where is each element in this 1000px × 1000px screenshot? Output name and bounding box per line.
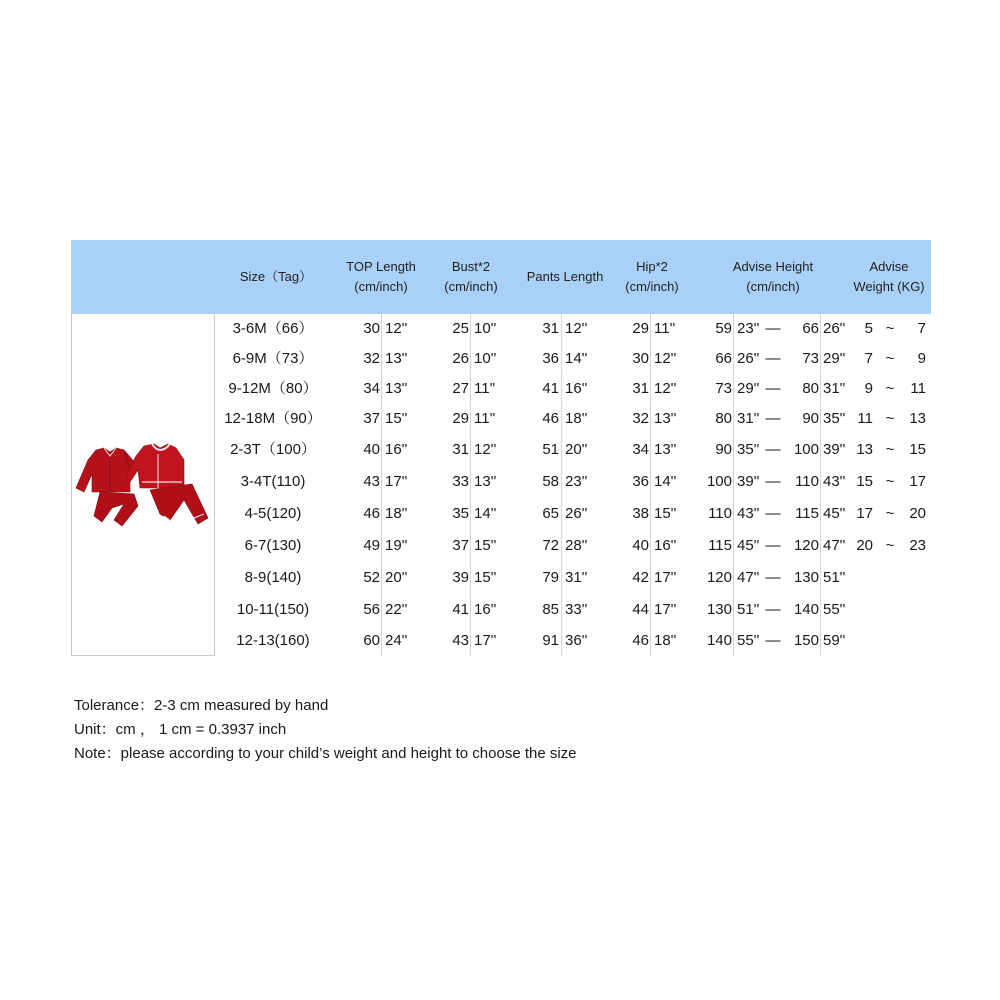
height-min-inch-cell: 35'' — [737, 441, 760, 458]
height-min-cm-cell: 59 — [715, 320, 732, 337]
hip-inch-cell: 16'' — [654, 537, 677, 554]
hip-inch-cell: 14'' — [654, 473, 677, 490]
pants-length-inch-cell: 14'' — [565, 350, 588, 367]
height-min-inch-cell: 55'' — [737, 632, 760, 649]
table-row — [0, 403, 1000, 435]
height-min-inch-cell: 39'' — [737, 473, 760, 490]
hip-inch-cell: 15'' — [654, 505, 677, 522]
height-min-inch-cell: 43'' — [737, 505, 760, 522]
weight-range-tilde: ~ — [885, 441, 895, 458]
hip-inch-cell: 12'' — [654, 350, 677, 367]
header-top-length-unit: (cm/inch) — [354, 279, 408, 294]
weight-range-tilde — [880, 625, 900, 657]
header-size-label: Size（Tag） — [239, 269, 313, 284]
top-length-cm-cell: 46 — [363, 505, 380, 522]
header-advise-weight — [849, 240, 929, 314]
bust-cm-cell: 35 — [452, 505, 469, 522]
weight-min-cell: 13 — [856, 441, 873, 458]
height-max-cm-cell: 90 — [802, 410, 819, 427]
weight-max-cell: 11 — [910, 380, 926, 397]
bust-inch-cell: 15'' — [474, 569, 497, 586]
hip-cm-cell: 42 — [632, 569, 649, 586]
hip-cm-cell: 34 — [632, 441, 649, 458]
weight-min-cell: 20 — [856, 537, 873, 554]
hip-inch-cell: 18'' — [654, 632, 677, 649]
height-min-cm-cell: 115 — [708, 537, 732, 554]
header-bust-unit: (cm/inch) — [444, 279, 498, 294]
hip-inch-cell: 17'' — [654, 569, 677, 586]
bust-inch-cell: 10'' — [474, 320, 497, 337]
height-range-dash: — — [765, 473, 781, 490]
weight-range-tilde: ~ — [885, 350, 895, 367]
top-length-cm-cell: 43 — [363, 473, 380, 490]
weight-max-cell: 20 — [909, 505, 926, 522]
table-row — [0, 343, 1000, 375]
size-cell: 6-9M（73） — [232, 350, 314, 367]
header-advise-height-unit: (cm/inch) — [746, 279, 800, 294]
size-cell: 10-11(150) — [236, 601, 310, 618]
top-length-inch-cell: 24'' — [385, 632, 408, 649]
header-advise-height — [711, 240, 835, 314]
header-advise-height-label: Advise Height — [732, 259, 814, 274]
weight-max-cell: 9 — [917, 350, 926, 367]
bust-inch-cell: 16'' — [474, 601, 497, 618]
height-max-cm-cell: 115 — [795, 505, 819, 522]
height-min-cm-cell: 80 — [715, 410, 732, 427]
weight-min-cell: 5 — [864, 320, 873, 337]
header-hip-unit: (cm/inch) — [625, 279, 679, 294]
height-min-cm-cell: 130 — [706, 601, 732, 618]
bust-cm-cell: 41 — [452, 601, 469, 618]
top-length-inch-cell: 13'' — [385, 380, 408, 397]
size-cell: 3-4T(110) — [240, 473, 306, 490]
height-max-inch-cell: 31'' — [823, 380, 846, 397]
bust-cm-cell: 33 — [452, 473, 469, 490]
bust-cm-cell: 43 — [452, 632, 469, 649]
height-range-dash: — — [765, 505, 781, 522]
size-cell: 12-18M（90） — [224, 410, 322, 427]
size-cell: 3-6M（66） — [232, 320, 314, 337]
weight-min-cell: 15 — [856, 473, 873, 490]
weight-max-cell: 13 — [909, 410, 926, 427]
hip-cm-cell: 32 — [632, 410, 649, 427]
weight-range-tilde — [880, 562, 900, 594]
header-advise-weight-label: Advise — [869, 259, 909, 274]
height-min-inch-cell: 29'' — [737, 380, 760, 397]
pants-length-cm-cell: 72 — [542, 537, 559, 554]
weight-range-tilde: ~ — [885, 537, 895, 554]
height-max-inch-cell: 43'' — [823, 473, 846, 490]
header-top-length-label: TOP Length — [346, 259, 416, 274]
bust-inch-cell: 14'' — [474, 505, 497, 522]
weight-min-cell — [849, 625, 873, 657]
weight-range-tilde: ~ — [885, 320, 895, 337]
height-range-dash: — — [765, 320, 781, 337]
table-row — [0, 498, 1000, 530]
height-min-cm-cell: 90 — [715, 441, 732, 458]
height-max-cm-cell: 150 — [793, 632, 819, 649]
size-cell: 12-13(160) — [236, 632, 310, 649]
header-bust — [433, 240, 509, 314]
weight-min-cell: 9 — [864, 380, 873, 397]
top-length-cm-cell: 52 — [363, 569, 380, 586]
pants-length-inch-cell: 36'' — [565, 632, 588, 649]
height-min-inch-cell: 23'' — [737, 320, 760, 337]
size-cell: 2-3T（100） — [230, 441, 316, 458]
table-row — [0, 434, 1000, 466]
table-row — [0, 562, 1000, 594]
top-length-cm-cell: 49 — [363, 537, 380, 554]
table-row — [0, 466, 1000, 498]
top-length-inch-cell: 22'' — [385, 601, 408, 618]
pants-length-cm-cell: 85 — [542, 601, 559, 618]
pants-length-cm-cell: 31 — [542, 320, 559, 337]
table-row — [0, 625, 1000, 657]
pants-length-cm-cell: 91 — [542, 632, 559, 649]
hip-cm-cell: 36 — [632, 473, 649, 490]
pants-length-cm-cell: 36 — [542, 350, 559, 367]
top-length-inch-cell: 13'' — [385, 350, 408, 367]
height-max-cm-cell: 100 — [793, 441, 819, 458]
hip-cm-cell: 40 — [632, 537, 649, 554]
height-max-inch-cell: 59'' — [823, 632, 846, 649]
weight-range-tilde: ~ — [885, 410, 895, 427]
weight-min-cell: 17 — [856, 505, 873, 522]
bust-cm-cell: 25 — [452, 320, 469, 337]
pants-length-inch-cell: 18'' — [565, 410, 588, 427]
header-advise-weight-unit: Weight (KG) — [853, 279, 925, 294]
height-max-cm-cell: 110 — [795, 473, 819, 490]
table-row — [0, 313, 1000, 345]
top-length-inch-cell: 18'' — [385, 505, 408, 522]
bust-inch-cell: 15'' — [474, 537, 497, 554]
pants-length-inch-cell: 12'' — [565, 320, 588, 337]
hip-inch-cell: 13'' — [654, 441, 677, 458]
top-length-cm-cell: 60 — [363, 632, 380, 649]
height-max-inch-cell: 26'' — [823, 320, 846, 337]
bust-cm-cell: 39 — [452, 569, 469, 586]
size-cell: 4-5(120) — [244, 505, 302, 522]
height-min-inch-cell: 26'' — [737, 350, 760, 367]
pants-length-cm-cell: 51 — [542, 441, 559, 458]
hip-inch-cell: 12'' — [654, 380, 677, 397]
size-cell: 8-9(140) — [244, 569, 302, 586]
top-length-inch-cell: 17'' — [385, 473, 408, 490]
bust-cm-cell: 37 — [452, 537, 469, 554]
pants-length-cm-cell: 79 — [542, 569, 559, 586]
top-length-cm-cell: 30 — [363, 320, 380, 337]
height-max-cm-cell: 120 — [793, 537, 819, 554]
height-range-dash: — — [765, 441, 781, 458]
bust-inch-cell: 10'' — [474, 350, 497, 367]
height-min-inch-cell: 47'' — [737, 569, 760, 586]
hip-cm-cell: 29 — [632, 320, 649, 337]
header-pants-length — [515, 240, 615, 314]
weight-max-cell — [900, 594, 926, 626]
top-length-cm-cell: 40 — [363, 441, 380, 458]
choose-size-note: Note：please according to your child’s weight and height to choose the size — [74, 745, 577, 762]
bust-cm-cell: 31 — [452, 441, 469, 458]
bust-cm-cell: 29 — [452, 410, 469, 427]
weight-range-tilde — [880, 594, 900, 626]
size-cell: 9-12M（80） — [228, 380, 318, 397]
height-range-dash: — — [765, 410, 781, 427]
height-range-dash: — — [765, 601, 781, 618]
top-length-cm-cell: 37 — [363, 410, 380, 427]
hip-cm-cell: 44 — [632, 601, 649, 618]
hip-cm-cell: 31 — [632, 380, 649, 397]
weight-range-tilde: ~ — [885, 473, 895, 490]
hip-cm-cell: 38 — [632, 505, 649, 522]
height-range-dash: — — [765, 537, 781, 554]
top-length-inch-cell: 20'' — [385, 569, 408, 586]
size-cell: 6-7(130) — [244, 537, 302, 554]
header-bust-label: Bust*2 — [451, 259, 491, 274]
height-range-dash: — — [765, 350, 781, 367]
pants-length-inch-cell: 33'' — [565, 601, 588, 618]
header-size — [221, 240, 331, 314]
height-max-inch-cell: 45'' — [823, 505, 846, 522]
table-row — [0, 594, 1000, 626]
height-max-cm-cell: 80 — [802, 380, 819, 397]
bust-inch-cell: 17'' — [474, 632, 497, 649]
height-max-inch-cell: 55'' — [823, 601, 846, 618]
height-min-cm-cell: 140 — [706, 632, 732, 649]
height-min-cm-cell: 120 — [706, 569, 732, 586]
table-row — [0, 530, 1000, 562]
height-min-cm-cell: 110 — [708, 505, 732, 522]
table-header — [71, 240, 931, 314]
height-max-inch-cell: 51'' — [823, 569, 846, 586]
pants-length-inch-cell: 16'' — [565, 380, 588, 397]
top-length-inch-cell: 16'' — [385, 441, 408, 458]
pants-length-cm-cell: 46 — [542, 410, 559, 427]
height-min-cm-cell: 73 — [715, 380, 732, 397]
tolerance-note: Tolerance：2-3 cm measured by hand — [74, 697, 329, 714]
top-length-inch-cell: 15'' — [385, 410, 408, 427]
top-length-inch-cell: 19'' — [385, 537, 408, 554]
weight-max-cell: 15 — [909, 441, 926, 458]
bust-inch-cell: 12'' — [474, 441, 497, 458]
height-max-inch-cell: 39'' — [823, 441, 846, 458]
pants-length-inch-cell: 20'' — [565, 441, 588, 458]
bust-inch-cell: 11'' — [474, 380, 496, 397]
height-range-dash: — — [765, 380, 781, 397]
height-min-cm-cell: 100 — [706, 473, 732, 490]
weight-max-cell: 17 — [909, 473, 926, 490]
height-min-inch-cell: 31'' — [737, 410, 760, 427]
top-length-inch-cell: 12'' — [385, 320, 408, 337]
header-top-length — [333, 240, 429, 314]
unit-note: Unit：cm ， 1 cm = 0.3937 inch — [74, 721, 287, 738]
weight-min-cell — [849, 562, 873, 594]
height-max-inch-cell: 47'' — [823, 537, 846, 554]
weight-min-cell: 7 — [864, 350, 873, 367]
bust-inch-cell: 11'' — [474, 410, 496, 427]
weight-range-tilde: ~ — [885, 505, 895, 522]
table-row — [0, 373, 1000, 405]
hip-inch-cell: 11'' — [654, 320, 676, 337]
header-hip — [615, 240, 689, 314]
weight-range-tilde: ~ — [885, 380, 895, 397]
pants-length-inch-cell: 28'' — [565, 537, 588, 554]
pants-length-inch-cell: 31'' — [565, 569, 588, 586]
weight-max-cell: 23 — [909, 537, 926, 554]
height-max-inch-cell: 29'' — [823, 350, 846, 367]
pants-length-inch-cell: 23'' — [565, 473, 588, 490]
bust-cm-cell: 27 — [452, 380, 469, 397]
weight-min-cell: 11 — [857, 410, 873, 427]
height-min-inch-cell: 45'' — [737, 537, 760, 554]
height-range-dash: — — [765, 632, 781, 649]
header-pants-length-label: Pants Length — [526, 269, 604, 284]
weight-max-cell — [900, 625, 926, 657]
weight-max-cell: 7 — [917, 320, 926, 337]
top-length-cm-cell: 56 — [363, 601, 380, 618]
weight-min-cell — [849, 594, 873, 626]
height-max-cm-cell: 130 — [793, 569, 819, 586]
size-notes — [74, 694, 577, 766]
height-range-dash: — — [765, 569, 781, 586]
pants-length-cm-cell: 65 — [542, 505, 559, 522]
height-max-cm-cell: 73 — [802, 350, 819, 367]
height-min-inch-cell: 51'' — [737, 601, 760, 618]
top-length-cm-cell: 32 — [363, 350, 380, 367]
top-length-cm-cell: 34 — [363, 380, 380, 397]
hip-inch-cell: 13'' — [654, 410, 677, 427]
bust-cm-cell: 26 — [452, 350, 469, 367]
weight-max-cell — [900, 562, 926, 594]
height-min-cm-cell: 66 — [715, 350, 732, 367]
pants-length-inch-cell: 26'' — [565, 505, 588, 522]
header-hip-label: Hip*2 — [636, 259, 668, 274]
hip-cm-cell: 46 — [632, 632, 649, 649]
pants-length-cm-cell: 58 — [542, 473, 559, 490]
height-max-inch-cell: 35'' — [823, 410, 846, 427]
height-max-cm-cell: 140 — [793, 601, 819, 618]
hip-inch-cell: 17'' — [654, 601, 677, 618]
pants-length-cm-cell: 41 — [542, 380, 559, 397]
bust-inch-cell: 13'' — [474, 473, 497, 490]
hip-cm-cell: 30 — [632, 350, 649, 367]
height-max-cm-cell: 66 — [802, 320, 819, 337]
